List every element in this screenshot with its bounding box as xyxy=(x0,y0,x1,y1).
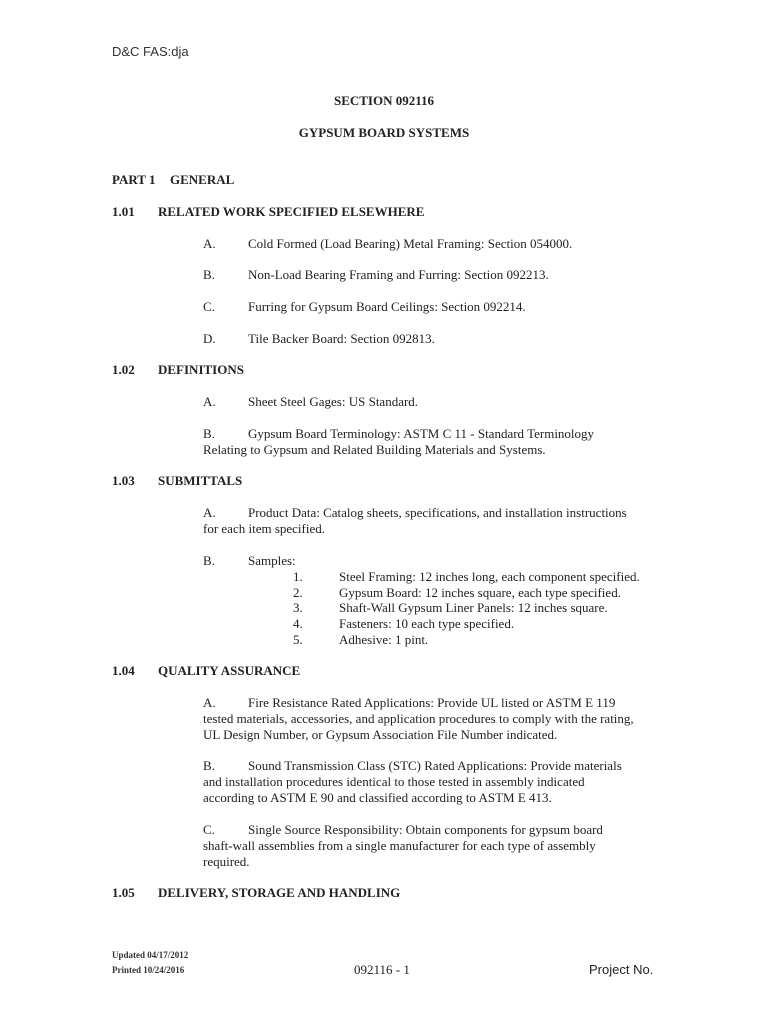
article-title: DELIVERY, STORAGE AND HANDLING xyxy=(158,885,401,900)
paragraph-text: UL Design Number, or Gypsum Association File Number indicated. xyxy=(203,727,558,742)
paragraph-text: tested materials, accessories, and application procedures to comply with the rating, xyxy=(203,711,634,726)
paragraph-label: B. xyxy=(203,267,215,282)
paragraph-label: A. xyxy=(203,236,216,251)
paragraph-text: Tile Backer Board: Section 092813. xyxy=(248,331,435,346)
paragraph-text: Sound Transmission Class (STC) Rated Applications: Provide materials xyxy=(248,758,622,773)
paragraph-text: according to ASTM E 90 and classified according to ASTM E 413. xyxy=(203,790,552,805)
paragraph-text: Relating to Gypsum and Related Building Materials and Systems. xyxy=(203,442,546,457)
paragraph-text: Product Data: Catalog sheets, specifications, and installation instructions xyxy=(248,505,627,520)
paragraph-text: Gypsum Board Terminology: ASTM C 11 - Standard Terminology xyxy=(248,426,595,441)
document-code: D&C FAS:dja xyxy=(112,44,189,59)
subitem-number: 5. xyxy=(293,632,303,647)
article-number: 1.01 xyxy=(112,204,135,219)
paragraph-text: for each item specified. xyxy=(203,521,325,536)
subitem-number: 4. xyxy=(293,616,303,631)
project-number: Project No. xyxy=(589,962,654,977)
paragraph-text: Fire Resistance Rated Applications: Provide UL listed or ASTM E 119 xyxy=(248,695,616,710)
paragraph-text: Non-Load Bearing Framing and Furring: Section 092213. xyxy=(248,267,549,282)
article-number: 1.05 xyxy=(112,885,135,900)
paragraph-label: A. xyxy=(203,695,216,710)
subitem-text: Adhesive: 1 pint. xyxy=(339,632,429,647)
paragraph-label: D. xyxy=(203,331,216,346)
article-title: RELATED WORK SPECIFIED ELSEWHERE xyxy=(158,204,425,219)
subitem-number: 3. xyxy=(293,600,303,615)
subitem-number: 2. xyxy=(293,585,303,600)
article-title: DEFINITIONS xyxy=(158,362,244,377)
paragraph-text: and installation procedures identical to those tested in assembly indicated xyxy=(203,774,585,789)
paragraph-text: Single Source Responsibility: Obtain components for gypsum board xyxy=(248,822,603,837)
subitem-text: Fasteners: 10 each type specified. xyxy=(339,616,515,631)
article-title: QUALITY ASSURANCE xyxy=(158,663,301,678)
paragraph-label: A. xyxy=(203,394,216,409)
paragraph-label: C. xyxy=(203,299,215,314)
paragraph-label: B. xyxy=(203,553,215,568)
subitem-text: Shaft-Wall Gypsum Liner Panels: 12 inches square. xyxy=(339,600,608,615)
paragraph-text: shaft-wall assemblies from a single manufacturer for each type of assembly xyxy=(203,838,596,853)
article-title: SUBMITTALS xyxy=(158,473,243,488)
paragraph-text: Sheet Steel Gages: US Standard. xyxy=(248,394,419,409)
article-number: 1.02 xyxy=(112,362,135,377)
paragraph-label: B. xyxy=(203,758,215,773)
printed-date: Printed 10/24/2016 xyxy=(112,965,185,975)
subitem-number: 1. xyxy=(293,569,303,584)
paragraph-text: Furring for Gypsum Board Ceilings: Section 092214. xyxy=(248,299,526,314)
paragraph-label: B. xyxy=(203,426,215,441)
paragraph-label: C. xyxy=(203,822,215,837)
subitem-text: Gypsum Board: 12 inches square, each type specified. xyxy=(339,585,621,600)
paragraph-text: required. xyxy=(203,854,250,869)
paragraph-text: Cold Formed (Load Bearing) Metal Framing: Section 054000. xyxy=(248,236,573,251)
article-number: 1.03 xyxy=(112,473,135,488)
subitem-text: Steel Framing: 12 inches long, each component specified. xyxy=(339,569,640,584)
part-label: PART 1 xyxy=(112,172,156,187)
article-number: 1.04 xyxy=(112,663,135,678)
paragraph-label: A. xyxy=(203,505,216,520)
part-title: GENERAL xyxy=(170,172,235,187)
updated-date: Updated 04/17/2012 xyxy=(112,950,189,960)
page-number: 092116 - 1 xyxy=(354,962,410,977)
section-number: SECTION 092116 xyxy=(333,93,435,108)
paragraph-text: Samples: xyxy=(248,553,296,568)
section-title: GYPSUM BOARD SYSTEMS xyxy=(298,125,470,140)
